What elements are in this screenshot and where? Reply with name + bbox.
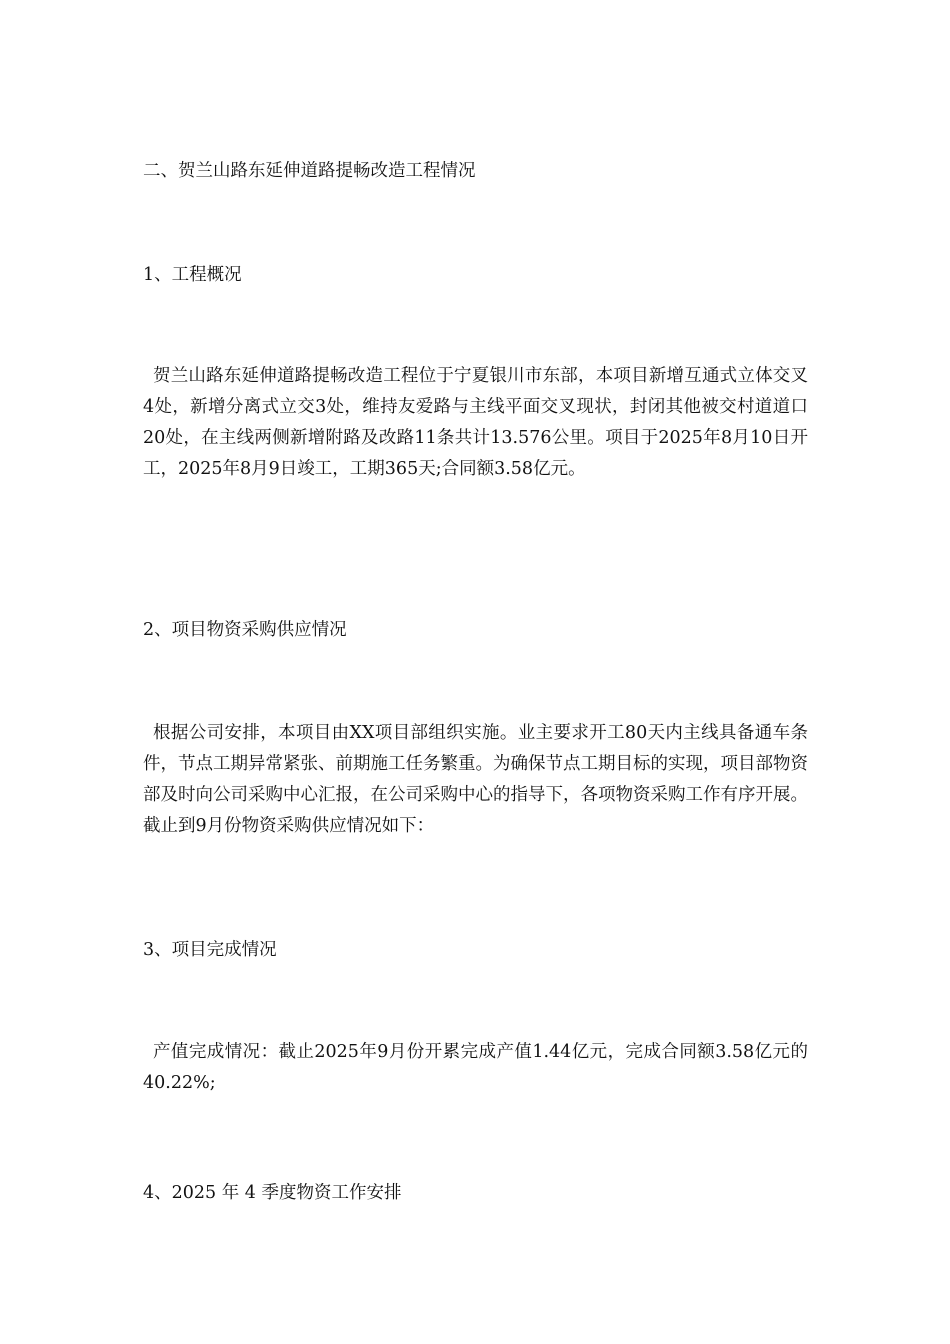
heading-completion-status: 3、项目完成情况 (143, 940, 277, 960)
section-title: 二、贺兰山路东延伸道路提畅改造工程情况 (143, 161, 476, 181)
paragraph-completion-status (143, 1037, 808, 1099)
paragraph-project-overview (143, 361, 808, 485)
paragraph-text: 产值完成情况：截止2025年9月份开累完成产值1.44亿元，完成合同额3.58亿元的40.22%; (143, 1042, 808, 1093)
paragraph-procurement-supply (143, 718, 808, 842)
heading-procurement-supply: 2、项目物资采购供应情况 (143, 620, 347, 640)
paragraph-text: 贺兰山路东延伸道路提畅改造工程位于宁夏银川市东部，本项目新增互通式立体交叉4处，新增分离式立交3处，维持友爱路与主线平面交叉现状，封闭其他被交村道道口20处，在主线两侧新增附路及改路11条共计13.576公里。项目于2025年8月10日开工，2025年8月9日竣工，工期365天;合同额3.58亿元。 (143, 366, 808, 479)
paragraph-text: 根据公司安排，本项目由XX项目部组织实施。业主要求开工80天内主线具备通车条件，节点工期异常紧张、前期施工任务繁重。为确保节点工期目标的实现，项目部物资部及时向公司采购中心汇报，在公司采购中心的指导下，各项物资采购工作有序开展。截止到9月份物资采购供应情况如下： (143, 723, 808, 836)
heading-project-overview: 1、工程概况 (143, 265, 242, 285)
heading-q4-material-plan: 4、2025 年 4 季度物资工作安排 (143, 1183, 402, 1203)
